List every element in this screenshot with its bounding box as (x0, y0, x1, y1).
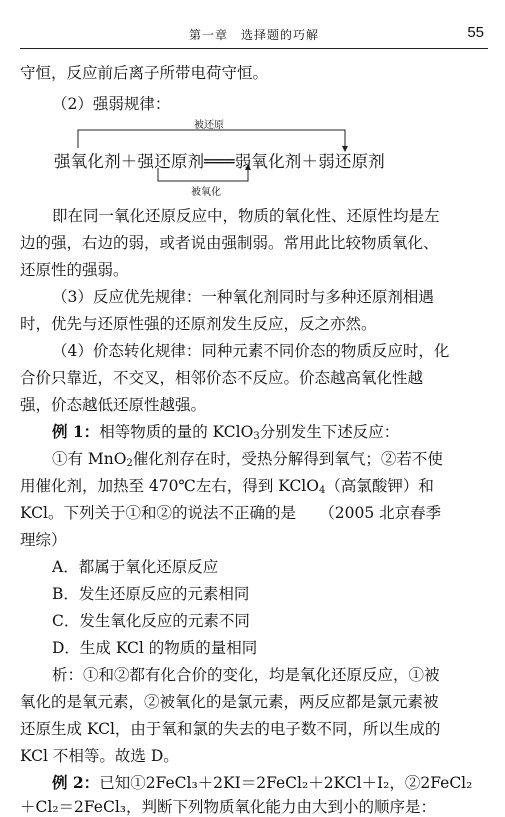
text-line: ＋Cl₂＝2FeCl₃，判断下列物质氧化能力由大到小的顺序是： (20, 798, 437, 816)
text-line: （2）强弱规律： (52, 95, 171, 113)
example-2-label: 例 2： (52, 773, 100, 792)
text-line: 用催化剂，加热至 470℃左右，得到 KClO$_4$（高氯酸钾）和 (20, 477, 434, 496)
text-line: （4）价态转化规律：同种元素不同价态的物质反应时，化 (52, 342, 450, 360)
text-line: 守恒，反应前后离子所带电荷守恒。 (20, 64, 269, 82)
text-line: 即在同一氧化还原反应中，物质的氧化性、还原性均是左 (52, 207, 440, 225)
example-2-line: 例 2：已知①2FeCl₃＋2KI＝2FeCl₂＋2KCl＋I₂，②2FeCl₂ (52, 773, 473, 792)
text-line: 还原性的强弱。 (20, 261, 129, 279)
diagram-label-oxidized: 被氧化 (191, 187, 221, 198)
text-line: 边的强，右边的弱，或者说由强制弱。常用此比较物质氧化、 (20, 234, 439, 252)
text-line: 时，优先与还原性强的还原剂发生反应，反之亦然。 (20, 315, 377, 333)
analysis-line: KCl 不相等。故选 D。 (20, 747, 179, 765)
option-b: B．发生还原反应的元素相同 (52, 585, 250, 603)
text-line: 合价只靠近，不交叉，相邻价态不反应。价态越高氧化性越 (20, 369, 424, 387)
diagram-label-reduced: 被还原 (194, 120, 224, 131)
option-c: C．发生氧化反应的元素不同 (52, 612, 250, 630)
text-line: 强，价态越低还原性越强。 (20, 396, 207, 414)
analysis-line: 析：①和②都有化合价的变化，均是氧化还原反应，①被 (52, 666, 440, 684)
text-line: KCl。下列关于①和②的说法不正确的是 （2005 北京春季 (20, 504, 442, 522)
analysis-line: 氧化的是氧元素，②被氧化的是氯元素，两反应都是氯元素被 (20, 693, 439, 711)
text-line: （3）反应优先规律：一种氧化剂同时与多种还原剂相遇 (52, 288, 434, 306)
redox-equation: 强氧化剂＋强还原剂═══弱氧化剂＋弱还原剂 (54, 152, 386, 171)
text-line: ①有 MnO$_2$催化剂存在时，受热分解得到氧气；②若不使 (52, 450, 443, 469)
chapter-title: 第一章 选择题的巧解 (188, 28, 319, 42)
example-1-line: 例 1：相等物质的量的 KClO$_3$分别发生下述反应： (52, 422, 400, 442)
text-line: 理综） (20, 531, 67, 549)
option-d: D．生成 KCl 的物质的量相同 (52, 639, 258, 657)
example-1-label: 例 1： (52, 422, 100, 441)
page-number: 55 (467, 24, 484, 41)
analysis-line: 还原生成 KCl，由于氧和氯的失去的电子数不同，所以生成的 (20, 720, 441, 738)
option-a: A．都属于氧化还原反应 (52, 558, 219, 576)
